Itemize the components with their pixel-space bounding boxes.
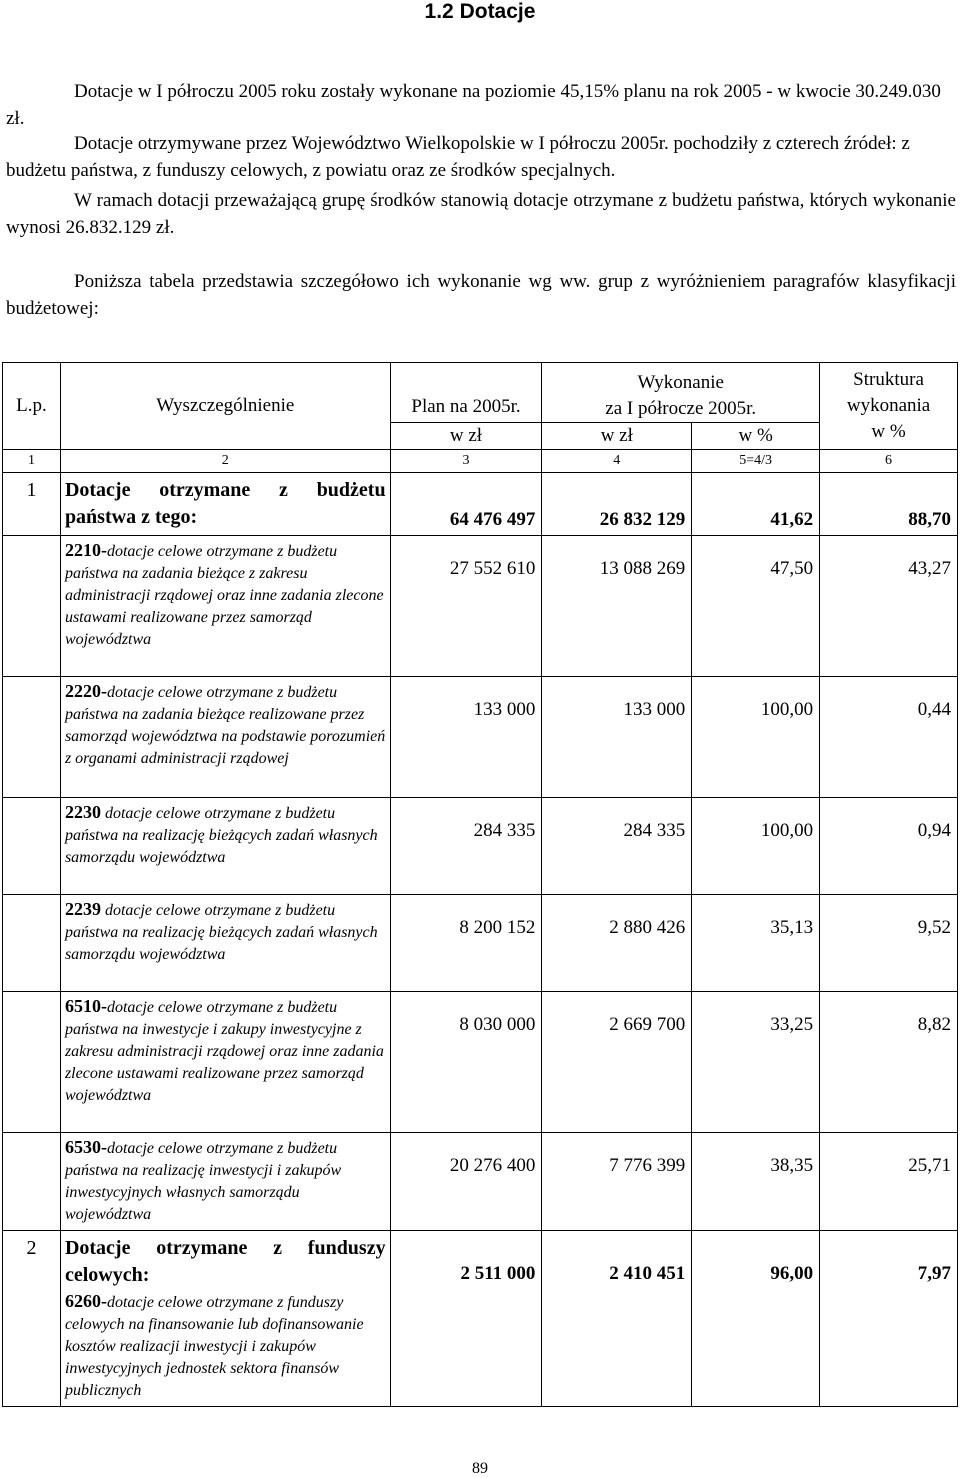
header-structure-line1: Struktura: [853, 369, 924, 390]
table-row-group1: [3, 473, 958, 536]
header-plan: Plan na 2005r.: [390, 363, 542, 423]
cell-exec: 2 669 700: [542, 992, 692, 1133]
header-structure-line2: wykonania: [846, 395, 931, 416]
row-lp-empty: [3, 1133, 61, 1231]
paragraph-description: dotacje celowe otrzymane z budżetu państwa na realizację bieżących zadań własnych samorządu województwa: [64, 805, 378, 866]
cell-exec: 2 410 451: [542, 1231, 692, 1407]
header-execution-line1: Wykonanie: [637, 372, 724, 393]
cell-plan: 64 476 497: [390, 473, 542, 536]
column-numbers-row: [3, 450, 958, 473]
paragraph-1: Dotacje w I półroczu 2005 roku zostały wykonane na poziomie 45,15% planu na rok 2005 - w kwocie 30.249.030 zł.: [6, 81, 941, 129]
row-description: [60, 798, 390, 895]
cell-plan: 8 200 152: [390, 895, 542, 992]
paragraph-description: dotacje celowe otrzymane z budżetu państwa na zadania bieżące z zakresu administracji rządowej oraz inne zadania zlecone ustawami realizowane przez samorząd województwa: [64, 543, 384, 648]
cell-exec: 26 832 129: [542, 473, 692, 536]
page-number: 89: [472, 1460, 488, 1477]
cell-exec: 13 088 269: [542, 536, 692, 677]
table-row: [3, 1133, 958, 1231]
paragraph-2: Dotacje otrzymywane przez Województwo Wielkopolskie w I półroczu 2005r. pochodziły z czterech źródeł: z budżetu państwa, z funduszy celowych, z powiatu oraz ze środków specjalnych.: [6, 133, 910, 181]
header-structure-unit: w %: [871, 421, 906, 442]
row-description: [60, 895, 390, 992]
row-lp-empty: [3, 677, 61, 798]
row-lp-empty: [3, 536, 61, 677]
subsidies-table: [2, 362, 958, 1407]
paragraph-description: dotacje celowe otrzymane z budżetu państwa na realizację bieżących zadań własnych samorządu województwa: [64, 902, 378, 963]
cell-exec: 2 880 426: [542, 895, 692, 992]
cell-struct: 43,27: [820, 536, 958, 677]
colnum: 2: [60, 450, 390, 473]
table-row: [3, 895, 958, 992]
row-lp: 1: [3, 473, 61, 536]
cell-exec: 7 776 399: [542, 1133, 692, 1231]
cell-pct: 100,00: [692, 677, 820, 798]
cell-plan: 133 000: [390, 677, 542, 798]
row-description: [60, 473, 390, 536]
header-plan-unit: w zł: [390, 423, 542, 450]
cell-pct: 38,35: [692, 1133, 820, 1231]
cell-pct: 47,50: [692, 536, 820, 677]
cell-exec: 284 335: [542, 798, 692, 895]
table-row-group2: [3, 1231, 958, 1407]
row-description: [60, 1231, 390, 1407]
paragraph-description: dotacje celowe otrzymane z budżetu państwa na realizację inwestycji i zakupów inwestycyjnych własnych samorządu województwa: [64, 1140, 342, 1223]
colnum: 6: [820, 450, 958, 473]
header-exec-unit-pct: w %: [692, 423, 820, 450]
row-description: [60, 536, 390, 677]
table-row: [3, 992, 958, 1133]
row-lp-empty: [3, 992, 61, 1133]
paragraph-4: Poniższa tabela przedstawia szczegółowo ich wykonanie wg ww. grup z wyróżnieniem paragrafów klasyfikacji budżetowej:: [6, 271, 956, 319]
cell-pct: 35,13: [692, 895, 820, 992]
colnum: 4: [542, 450, 692, 473]
paragraph-code: 2239: [64, 899, 101, 919]
table-row: [3, 677, 958, 798]
row-description: [60, 992, 390, 1133]
paragraph-code: 2220-: [64, 681, 107, 701]
paragraph-description: dotacje celowe otrzymane z funduszy celowych na finansowanie lub dofinansowanie kosztów realizacji inwestycji i zakupów inwestycyjnych jednostek sektora finansów publicznych: [64, 1294, 364, 1399]
cell-plan: 20 276 400: [390, 1133, 542, 1231]
paragraph-3: W ramach dotacji przeważającą grupę środków stanowią dotacje otrzymane z budżetu państwa, których wykonanie wynosi 26.832.129 zł.: [6, 190, 956, 238]
group1-title: Dotacje otrzymane z budżetu państwa z tego:: [64, 479, 386, 528]
paragraph-description: dotacje celowe otrzymane z budżetu państwa na inwestycje i zakupy inwestycyjne z zakresu administracji rządowej oraz inne zadania zlecone ustawami realizowane przez samorząd województwa: [64, 999, 384, 1104]
paragraph-code: 2230: [64, 802, 101, 822]
cell-struct: 0,94: [820, 798, 958, 895]
colnum: 5=4/3: [692, 450, 820, 473]
colnum: 3: [390, 450, 542, 473]
table-row: [3, 798, 958, 895]
cell-pct: 100,00: [692, 798, 820, 895]
section-title: 1.2 Dotacje: [424, 0, 536, 23]
paragraph-description: dotacje celowe otrzymane z budżetu państwa na zadania bieżące realizowane przez samorząd województwa na podstawie porozumień z organami administracji rządowej: [64, 684, 386, 767]
header-structure: [820, 363, 958, 450]
header-exec-unit-pln: w zł: [542, 423, 692, 450]
cell-struct: 0,44: [820, 677, 958, 798]
paragraph-code: 6510-: [64, 996, 107, 1016]
header-lp: L.p.: [3, 363, 61, 450]
header-execution: [542, 363, 820, 423]
row-lp: 2: [3, 1231, 61, 1407]
table-row: [3, 536, 958, 677]
row-lp-empty: [3, 798, 61, 895]
paragraph-code: 6530-: [64, 1137, 107, 1157]
header-execution-line2: za I półrocze 2005r.: [605, 398, 757, 419]
cell-plan: 8 030 000: [390, 992, 542, 1133]
paragraph-code: 2210-: [64, 540, 107, 560]
cell-plan: 284 335: [390, 798, 542, 895]
header-description: Wyszczególnienie: [60, 363, 390, 450]
row-lp-empty: [3, 895, 61, 992]
row-description: [60, 677, 390, 798]
cell-struct: 25,71: [820, 1133, 958, 1231]
cell-pct: 41,62: [692, 473, 820, 536]
group2-title: Dotacje otrzymane z funduszy celowych:: [64, 1237, 386, 1286]
cell-struct: 8,82: [820, 992, 958, 1133]
cell-exec: 133 000: [542, 677, 692, 798]
colnum: 1: [3, 450, 61, 473]
cell-pct: 33,25: [692, 992, 820, 1133]
cell-pct: 96,00: [692, 1231, 820, 1407]
cell-struct: 88,70: [820, 473, 958, 536]
cell-struct: 9,52: [820, 895, 958, 992]
cell-plan: 2 511 000: [390, 1231, 542, 1407]
paragraph-code: 6260-: [64, 1291, 107, 1311]
row-description: [60, 1133, 390, 1231]
cell-plan: 27 552 610: [390, 536, 542, 677]
cell-struct: 7,97: [820, 1231, 958, 1407]
